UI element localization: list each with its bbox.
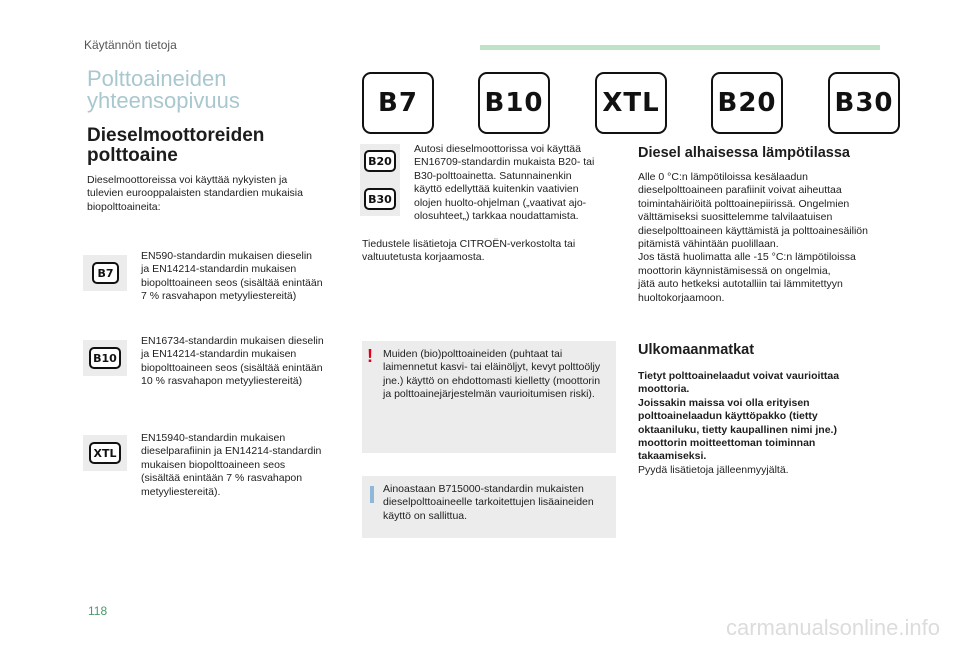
b10-fuel-icon: B10 bbox=[478, 72, 550, 134]
cold-weather-heading: Diesel alhaisessa lämpötilassa bbox=[638, 145, 850, 161]
page-title-line2: yhteensopivuus bbox=[87, 88, 240, 113]
b7-icon-box bbox=[83, 255, 127, 291]
diesel-fuel-heading: Dieselmoottoreiden polttoaine bbox=[87, 125, 265, 166]
travel-abroad-heading: Ulkomaanmatkat bbox=[638, 342, 755, 358]
b10-icon-box bbox=[83, 340, 127, 376]
b30-fuel-icon: B30 bbox=[828, 72, 900, 134]
page-title bbox=[87, 68, 347, 112]
warning-icon: ! bbox=[367, 346, 373, 366]
page-number: 118 bbox=[88, 604, 108, 618]
cold-weather-text: Alle 0 °C:n lämpötiloissa kesälaadun dieselpolttoaineen parafiinit voivat aiheuttaa toimintahäiriöitä polttoainepiirissä. Ongelmien välttämiseksi suosittelemme talvilaatuisen dieselpolttoaineen käyttämistä ja polttoainesäiliön pitämistä vähintään puolillaan. Jos tästä huolimatta alle -15 °C:n lämpötiloissa moottorin käynnistämisessä on ongelmia, jätä auto hetkeksi autotalliin tai lämmitettyyn huoltokorjaamoon. bbox=[638, 171, 868, 304]
dealer-note: Tiedustele lisätietoja CITROËN-verkostolta tai valtuutetusta korjaamosta. bbox=[362, 238, 576, 264]
b30-icon: B30 bbox=[364, 188, 396, 210]
diesel-intro: Dieselmoottoreissa voi käyttää nykyisten ja tulevien eurooppalaisten standardien mukaisia biopolttoaineita: bbox=[87, 174, 303, 213]
b7-icon: B7 bbox=[92, 262, 119, 284]
b10-icon: B10 bbox=[89, 347, 121, 369]
b20-b30-description: Autosi dieselmoottorissa voi käyttää EN16709-standardin mukaista B20- tai B30-polttoainetta. Satunnainenkin käyttö edellyttää kuitenkin vaativien olojen huolto-ohjelman („vaativat ajo- olosuhteet„) tarkkaa noudattamista. bbox=[414, 143, 595, 223]
b20-fuel-icon: B20 bbox=[711, 72, 783, 134]
section-label: Käytännön tietoja bbox=[84, 38, 177, 52]
xtl-fuel-icon: XTL bbox=[595, 72, 667, 134]
b20-icon: B20 bbox=[364, 150, 396, 172]
b20-b30-icon-box bbox=[360, 144, 400, 216]
b10-description: EN16734-standardin mukaisen dieselin ja EN14214-standardin mukaisen biopolttoaineen seos (sisältää enintään 10 % rasvahapon metyyliestereitä) bbox=[141, 335, 324, 388]
warning-box bbox=[362, 341, 616, 453]
warning-text: Muiden (bio)polttoaineiden (puhtaat tai laimennetut kasvi- tai eläinöljyt, kevyt polttoöljy jne.) käyttö on ehdottomasti kielletty (moottorin ja polttoainejärjestelmän vaurioitumisen riski). bbox=[383, 348, 601, 401]
xtl-icon-box bbox=[83, 435, 127, 471]
xtl-description: EN15940-standardin mukaisen dieselparafiinin ja EN14214-standardin mukaisen biopolttoaineen seos (sisältää enintään 7 % rasvahapon metyyliestereitä). bbox=[141, 432, 322, 498]
info-box bbox=[362, 476, 616, 538]
watermark: carmanualsonline.info bbox=[725, 615, 940, 640]
info-text: Ainoastaan B715000-standardin mukaisten dieselpolttoaineelle tarkoitettujen lisäaineiden käyttö on sallittua. bbox=[383, 483, 594, 522]
b7-fuel-icon: B7 bbox=[362, 72, 434, 134]
header-divider bbox=[480, 45, 880, 50]
xtl-icon: XTL bbox=[89, 442, 121, 464]
info-icon bbox=[370, 486, 374, 503]
page-title-line1: Polttoaineiden bbox=[87, 66, 227, 91]
b7-description: EN590-standardin mukaisen dieselin ja EN14214-standardin mukaisen biopolttoaineen seos (sisältää enintään 7 % rasvahapon metyyliestereitä) bbox=[141, 250, 323, 303]
travel-abroad-text: Tietyt polttoainelaadut voivat vaurioittaa moottoria. Joissakin maissa voi olla erityisen polttoainelaadun käyttöpakko (tietty oktaaniluku, tietty kaupallinen nimi jne.) moottorin moitteettoman toiminnan takaamiseksi. Pyydä lisätietoja jälleenmyyjältä. bbox=[638, 370, 840, 476]
